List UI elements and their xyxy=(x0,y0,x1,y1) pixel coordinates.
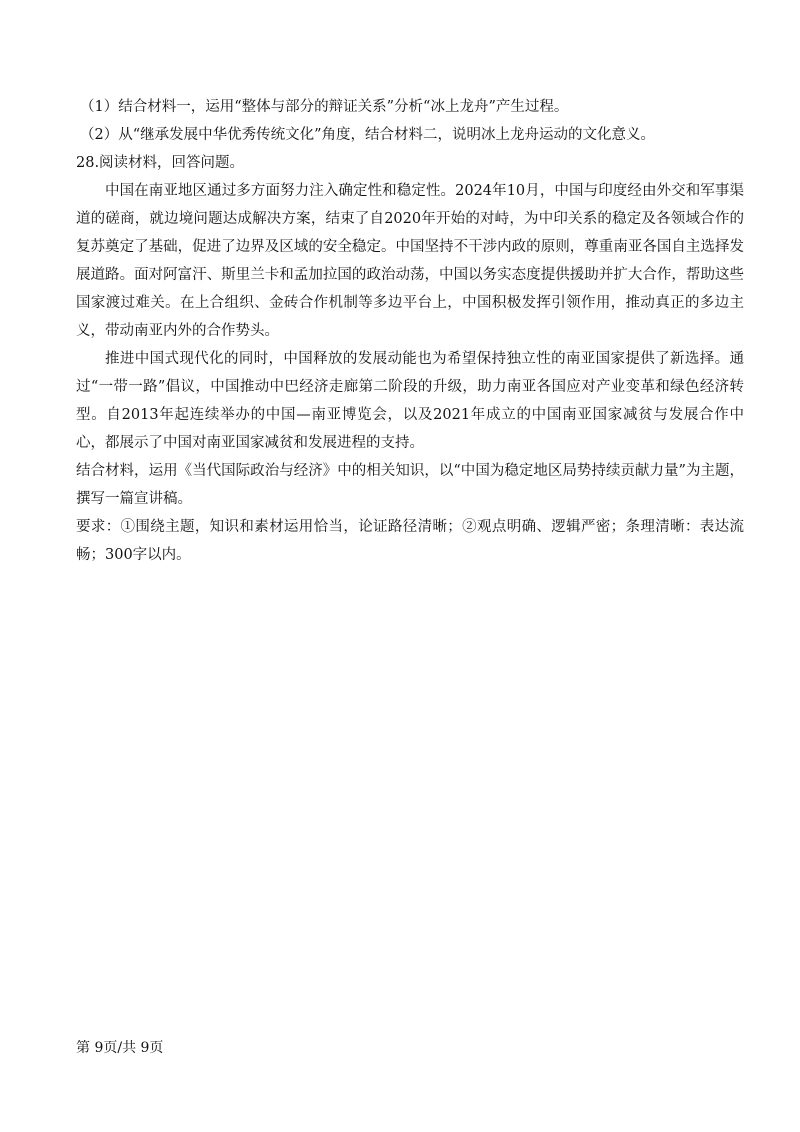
document-content xyxy=(76,93,744,569)
task-instruction: 结合材料，运用《当代国际政治与经济》中的相关知识，以“中国为稳定地区局势持续贡献力量”为主题，撰写一篇宣讲稿。 xyxy=(76,463,744,507)
question-28-title: 28.阅读材料，回答问题。 xyxy=(76,155,245,171)
material-paragraph-1: 中国在南亚地区通过多方面努力注入确定性和稳定性。2024年10月，中国与印度经由外交和军事渠道的磋商，就边境问题达成解决方案，结束了自2020年开始的对峙，为中印关系的稳定及各领域合作的复苏奠定了基础，促进了边界及区域的安全稳定。中国坚持不干涉内政的原则，尊重南亚各国自主选择发展道路。面对阿富汗、斯里兰卡和孟加拉国的政治动荡，中国以务实态度提供援助并扩大合作，帮助这些国家渡过难关。在上合组织、金砖合作机制等多边平台上，中国积极发挥引领作用，推动真正的多边主义，带动南亚内外的合作势头。 xyxy=(76,183,744,339)
page-number-footer: 第 9页/共 9页 xyxy=(76,1040,164,1056)
question-1: （1）结合材料一，运用“整体与部分的辩证关系”分析“冰上龙舟”产生过程。 xyxy=(80,99,569,115)
task-requirements: 要求：①围绕主题，知识和素材运用恰当，论证路径清晰；②观点明确、逻辑严密；条理清晰：表达流畅；300字以内。 xyxy=(76,519,744,563)
material-paragraph-2: 推进中国式现代化的同时，中国释放的发展动能也为希望保持独立性的南亚国家提供了新选择。通过“一带一路”倡议，中国推动中巴经济走廊第二阶段的升级，助力南亚各国应对产业变革和绿色经济转型。自2013年起连续举办的中国—南亚博览会，以及2021年成立的中国南亚国家减贫与发展合作中心，都展示了中国对南亚国家减贫和发展进程的支持。 xyxy=(76,351,744,451)
question-2: （2）从“继承发展中华优秀传统文化”角度，结合材料二，说明冰上龙舟运动的文化意义。 xyxy=(80,127,656,143)
